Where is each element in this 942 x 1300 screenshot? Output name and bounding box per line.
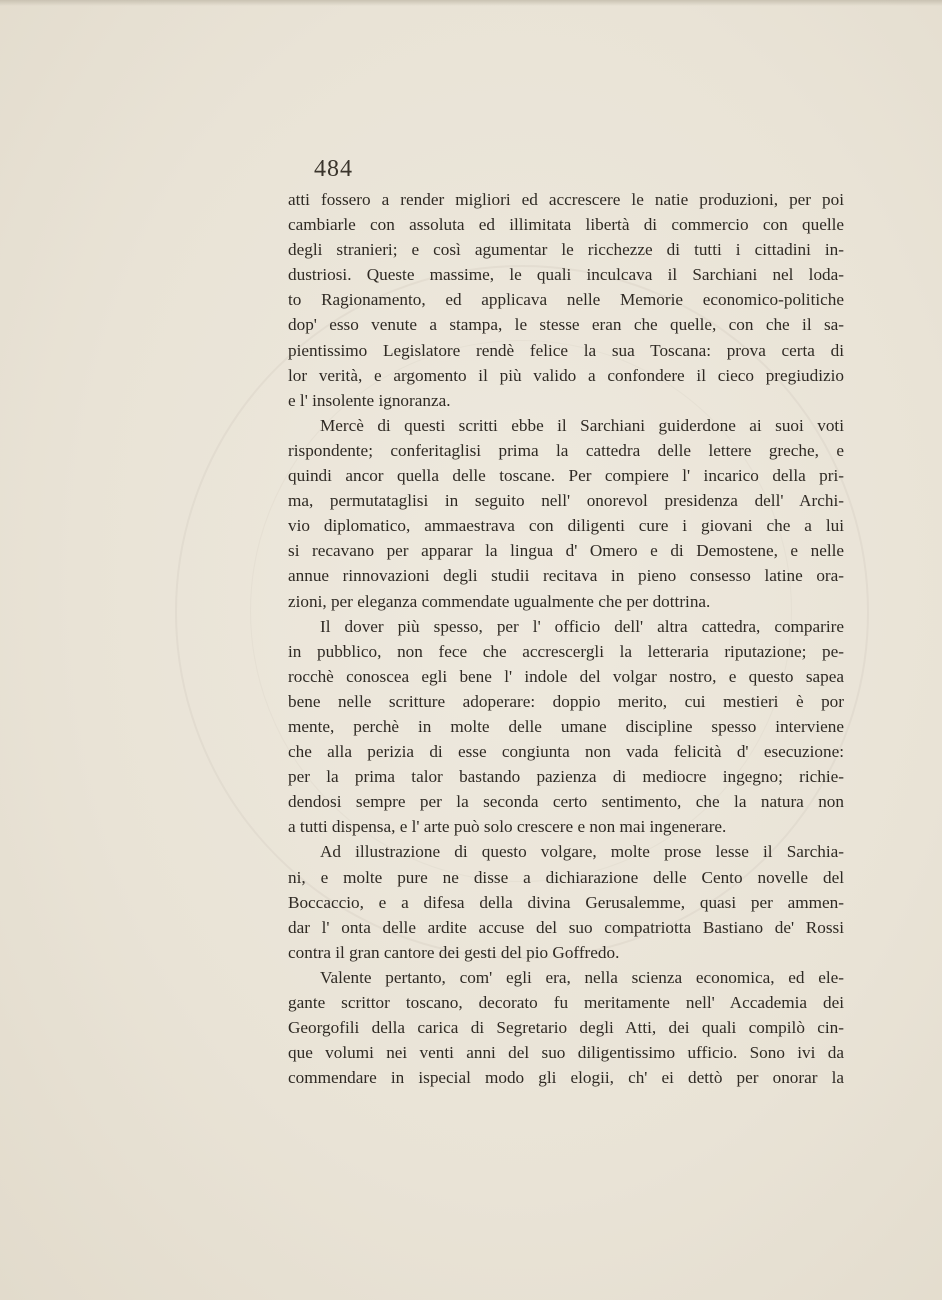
text-line: e l' insolente ignoranza. <box>288 390 451 410</box>
text-line: rocchè conoscea egli bene l' indole del volgar nostro, e questo sapea <box>288 666 844 686</box>
text-line: dustriosi. Queste massime, le quali inculcava il Sarchiani nel loda- <box>288 265 844 285</box>
text-line: que volumi nei venti anni del suo diligentissimo ufficio. Sono ivi da <box>288 1043 844 1063</box>
text-line: Ad illustrazione di questo volgare, molte prose lesse il Sarchia- <box>320 842 844 862</box>
text-line: quindi ancor quella delle toscane. Per compiere l' incarico della pri- <box>288 466 844 486</box>
text-line: ma, permutataglisi in seguito nell' onorevol presidenza dell' Archi- <box>288 491 844 511</box>
text-line: Valente pertanto, com' egli era, nella scienza economica, ed ele- <box>320 967 844 987</box>
text-line: dar l' onta delle ardite accuse del suo compatriotta Bastiano de' Rossi <box>288 917 844 937</box>
text-line: Georgofili della carica di Segretario degli Atti, dei quali compilò cin- <box>288 1018 844 1038</box>
body-text <box>288 187 844 1090</box>
text-line: gante scrittor toscano, decorato fu meritamente nell' Accademia dei <box>288 993 844 1012</box>
text-line: che alla perizia di esse congiunta non vada felicità d' esecuzione: <box>288 742 844 762</box>
text-line: in pubblico, non fece che accrescergli la letteraria riputazione; pe- <box>288 641 844 661</box>
text-line: degli stranieri; e così agumentar le ricchezze di tutti i cittadini in- <box>288 240 844 260</box>
text-line: Il dover più spesso, per l' officio dell' altra cattedra, comparire <box>320 616 844 636</box>
text-line: zioni, per eleganza commendate ugualmente che per dottrina. <box>288 591 711 611</box>
page-top-edge <box>0 0 942 6</box>
text-line: pientissimo Legislatore rendè felice la sua Toscana: prova certa di <box>288 340 844 360</box>
text-line: commendare in ispecial modo gli elogii, ch' ei dettò per onorar la <box>288 1068 844 1088</box>
text-line: mente, perchè in molte delle umane discipline spesso interviene <box>288 716 844 736</box>
text-line: Mercè di questi scritti ebbe il Sarchiani guiderdone ai suoi voti <box>320 415 844 435</box>
text-line: contra il gran cantore dei gesti del pio Goffredo. <box>288 942 620 962</box>
text-line: a tutti dispensa, e l' arte può solo crescere e non mai ingenerare. <box>288 817 727 837</box>
text-line: annue rinnovazioni degli studii recitava in pieno consesso latine ora- <box>288 566 844 586</box>
text-line: rispondente; conferitaglisi prima la cattedra delle lettere greche, e <box>288 440 844 460</box>
page-number: 484 <box>314 156 353 182</box>
text-line: vio diplomatico, ammaestrava con diligenti cure i giovani che a lui <box>288 516 844 536</box>
text-line: dop' esso venute a stampa, le stesse eran che quelle, con che il sa- <box>288 315 844 335</box>
text-line: to Ragionamento, ed applicava nelle Memorie economico-politiche <box>288 290 844 310</box>
text-line: per la prima talor bastando pazienza di mediocre ingegno; richie- <box>288 767 844 787</box>
text-line: Boccaccio, e a difesa della divina Gerusalemme, quasi per ammen- <box>288 892 844 912</box>
text-line: bene nelle scritture adoperare: doppio merito, cui mestieri è por <box>288 691 844 711</box>
text-line: lor verità, e argomento il più valido a confondere il cieco pregiudizio <box>288 365 844 385</box>
text-line: si recavano per apparar la lingua d' Omero e di Demostene, e nelle <box>288 541 844 561</box>
text-line: dendosi sempre per la seconda certo sentimento, che la natura non <box>288 792 844 812</box>
text-line: ni, e molte pure ne disse a dichiarazione delle Cento novelle del <box>288 867 844 887</box>
text-line: cambiarle con assoluta ed illimitata libertà di commercio con quelle <box>288 215 844 235</box>
text-line: atti fossero a render migliori ed accrescere le natie produzioni, per poi <box>288 190 844 209</box>
